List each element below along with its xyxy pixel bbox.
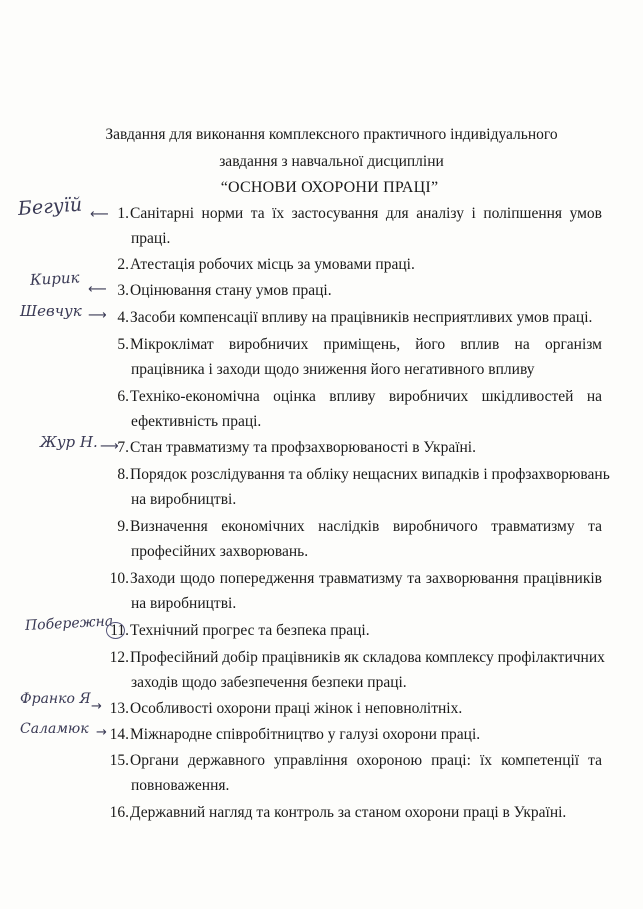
handwritten-arrow-icon: →: [91, 699, 102, 714]
item-text-line: Засоби компенсації впливу на працівників несприятливих умов праці.: [130, 309, 593, 326]
item-number: 14.: [109, 726, 129, 743]
item-number: 9.: [117, 518, 129, 535]
item-text-line: Органи державного управління охороною праці: їх компетенції та: [130, 752, 602, 769]
handwritten-name-11: Побережна: [24, 613, 114, 634]
handwritten-name-4: Шевчук: [20, 302, 82, 320]
handwritten-arrow-icon: ⟶: [100, 439, 119, 454]
handwritten-name-7: Жур Н.: [40, 433, 98, 451]
item-number: 3.: [117, 282, 129, 299]
item-number: 6.: [117, 388, 129, 405]
item-text-line: Мікроклімат виробничих приміщень, його вплив на організм: [130, 336, 602, 353]
item-text-line: Атестація робочих місць за умовами праці.: [130, 256, 415, 273]
handwritten-name-13: Франко Я: [20, 691, 91, 707]
item-number: 5.: [117, 336, 129, 353]
heading-line-1: Завдання для виконання комплексного практичного індивідуального: [105, 126, 558, 143]
item-text-line: заходів щодо забезпечення безпеки праці.: [131, 674, 407, 691]
handwritten-name-3: Кирик: [29, 268, 80, 289]
item-text-line: праці.: [131, 230, 171, 247]
item-text-line: Технічний прогрес та безпека праці.: [130, 622, 370, 639]
item-number: 12.: [109, 649, 129, 666]
item-number: 13.: [109, 700, 129, 717]
handwritten-arrow-icon: ⟵: [88, 282, 107, 297]
item-number: 2.: [117, 256, 129, 273]
item-text-line: працівника і заходи щодо зниження його негативного впливу: [131, 361, 535, 378]
item-text-line: Державний нагляд та контроль за станом охорони праці в Україні.: [130, 804, 567, 821]
item-number: 1.: [117, 205, 129, 222]
item-text-line: Міжнародне співробітництво у галузі охорони праці.: [130, 726, 481, 743]
heading-title: “ОСНОВИ ОХОРОНИ ПРАЦІ”: [220, 179, 439, 196]
item-text-line: на виробництві.: [131, 491, 237, 508]
handwritten-arrow-icon: →: [96, 725, 107, 740]
item-number: 11.: [110, 622, 129, 639]
item-text-line: Стан травматизму та профзахворюваності в Україні.: [130, 439, 476, 456]
item-text-line: Санітарні норми та їх застосування для аналізу і поліпшення умов: [130, 205, 602, 222]
item-text-line: Заходи щодо попередження травматизму та захворювання працівників: [130, 570, 602, 587]
handwritten-name-14: Саламюк: [20, 721, 89, 737]
item-text-line: Особливості охорони праці жінок і неповнолітніх.: [130, 700, 463, 717]
handwritten-arrow-icon: ⟵: [90, 207, 109, 222]
item-number: 15.: [109, 752, 129, 769]
item-text-line: ефективність праці.: [131, 413, 262, 430]
item-text-line: професійних захворювань.: [131, 543, 309, 560]
item-text-line: повноваження.: [131, 777, 230, 794]
item-number: 8.: [117, 466, 129, 483]
item-text-line: Порядок розслідування та обліку нещасних випадків і профзахворювань: [130, 466, 610, 483]
item-number: 10.: [109, 570, 129, 587]
item-number: 16.: [109, 804, 129, 821]
item-text-line: Техніко-економічна оцінка впливу виробничих шкідливостей на: [130, 388, 602, 405]
handwritten-circle-mark: [106, 622, 125, 639]
handwritten-arrow-icon: ⟶: [88, 308, 107, 323]
handwritten-name-1: Бегуїй: [17, 193, 83, 220]
item-number: 7.: [117, 439, 129, 456]
item-text-line: Професійний добір працівників як складова комплексу профілактичних: [130, 649, 605, 666]
item-text-line: Визначення економічних наслідків виробничого травматизму та: [130, 518, 602, 535]
heading-line-2: завдання з навчальної дисципліни: [219, 153, 444, 170]
item-text-line: Оцінювання стану умов праці.: [130, 282, 332, 299]
item-text-line: на виробництві.: [131, 595, 237, 612]
item-number: 4.: [117, 309, 129, 326]
